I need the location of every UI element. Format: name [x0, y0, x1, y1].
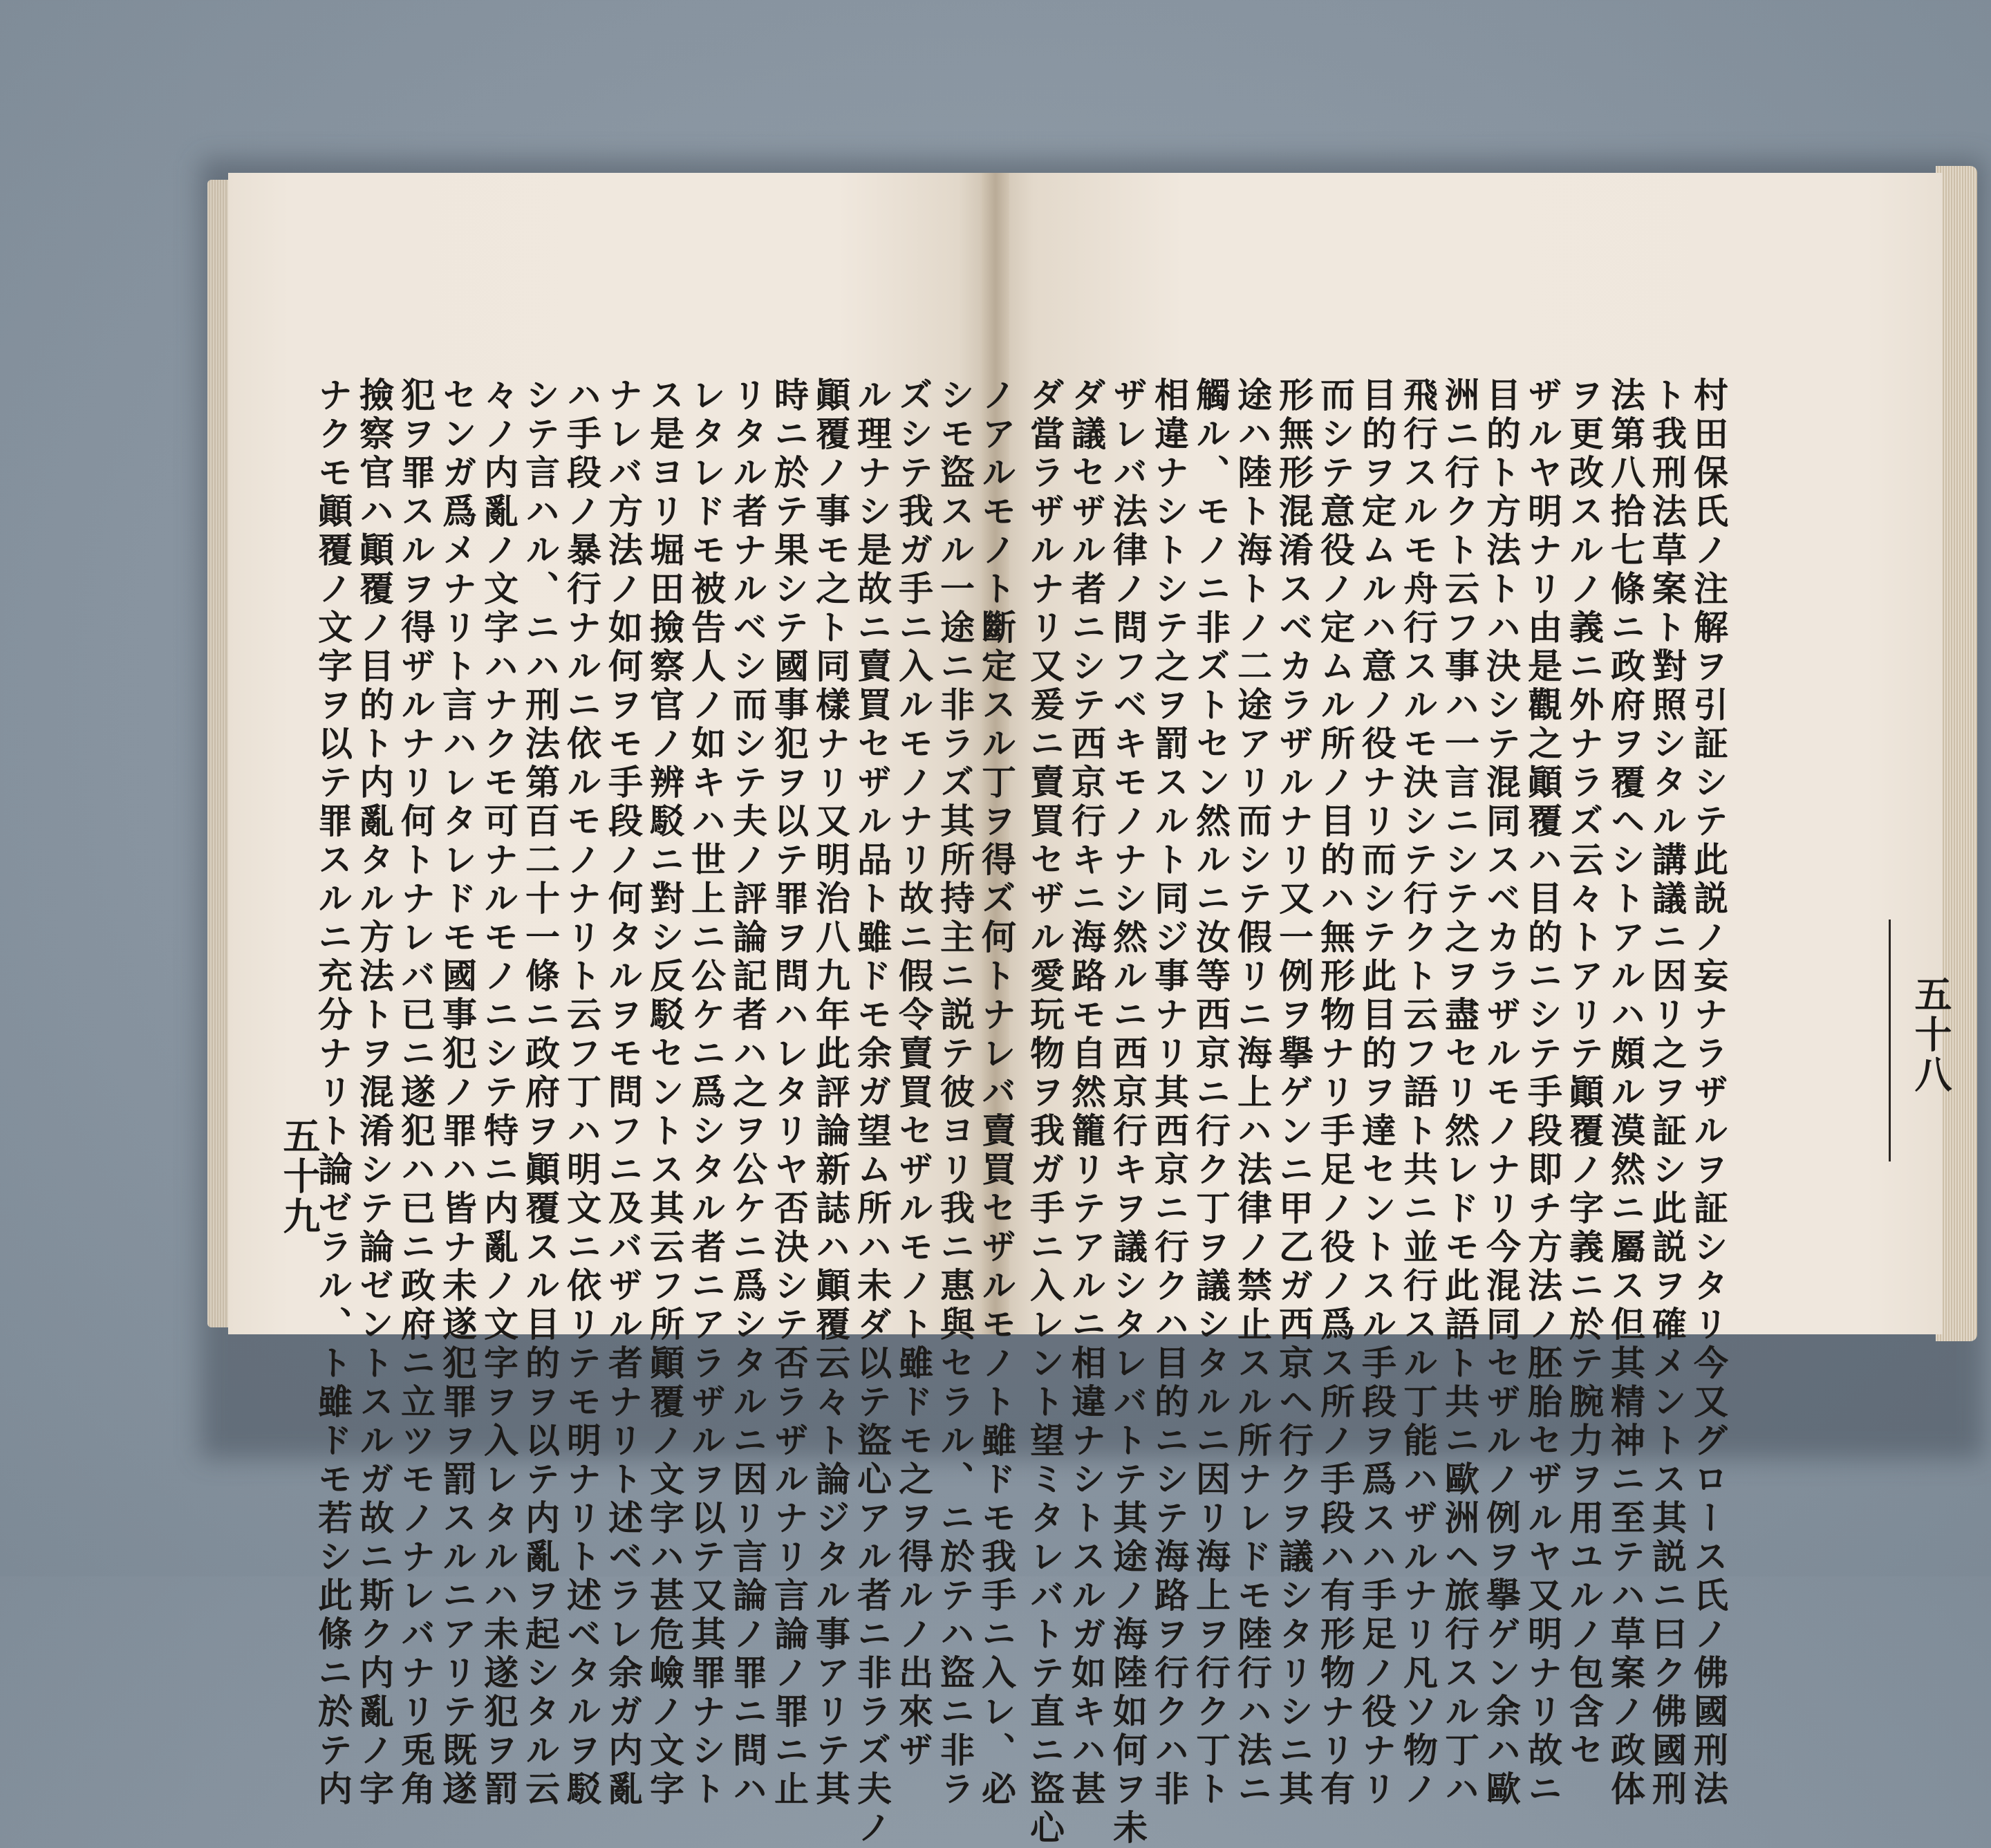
- text-line: リタル者ナルベシ而シテ夫ノ評論記者ハ之ヲ公ケニ爲シタルニ因リ言論ノ罪ニ問ハ: [727, 377, 768, 1809]
- right-page-number: 五十八: [1909, 975, 1953, 1095]
- text-line: ナクモ顚覆ノ文字ヲ以テ罪スルニ充分ナリト論ゼラル、ト雖ドモ若シ此條ニ於テ内: [312, 377, 353, 1809]
- text-line: 洲ニ行クト云フ事ハ一言ニシテ之ヲ盡セリ然レドモ此語ト共ニ歐洲ヘ旅行スル丁ハ: [1439, 377, 1480, 1809]
- open-book: [207, 152, 1977, 1848]
- text-line: レタレドモ被告人ノ如キハ世上ニ公ケニ爲シタル者ニアラザルヲ以テ又其罪ナシト: [686, 377, 727, 1809]
- text-line: 相違ナシトシテ之ヲ罰スルト同ジ事ナリ其西京ニ行クハ目的ニシテ海路ヲ行クハ非: [1149, 377, 1190, 1809]
- text-line: 々ノ内亂ノ文字ハナクモ可ナルモノニシテ特ニ内亂ノ文字ヲ入レタルハ未遂犯ヲ罰: [478, 377, 519, 1809]
- text-line: ナレバ方法ノ如何ヲモ手段ノ何タルヲモ問フニ及バザル者ナリト述ベラレ余ガ内亂: [603, 377, 644, 1809]
- text-line: ザレバ法律ノ問フベキモノナシ然ルニ西京行キヲ議シタレバトテ其途ノ海陸如何ヲ未: [1107, 377, 1148, 1848]
- text-line: 顚覆ノ事モ之ト同樣ナリ又明治八九年此評論新誌ハ顚覆云々ト論ジタル事アリテ其: [810, 377, 851, 1809]
- text-line: ル理ナシ是故ニ賣買セザル品ト雖ドモ余ガ望ム所ハ未ダ以テ盜心アル者ニ非ラズ夫ノ: [852, 377, 892, 1848]
- text-line: シテ言ハル、ニハ刑法第百二十一條ニ政府ヲ顚覆スル目的ヲ以テ内亂ヲ起シタル云: [520, 377, 561, 1809]
- left-page-text: [312, 377, 1017, 1848]
- text-line: ヲ更改スルノ義ニ外ナラズ云々トアリテ顚覆ノ字義ニ於テ腕力ヲ用ユルノ包含セ: [1564, 377, 1605, 1771]
- text-line: ト我刑法草案ト對照シタル講議ニ因リ之ヲ証シ此説ヲ確メントス其説ニ曰ク佛國刑: [1647, 377, 1688, 1809]
- text-line: 形無形混淆スベカラザルナリ又一例ヲ擧ゲンニ甲乙ガ西京ヘ行クヲ議シタリシニ其: [1273, 377, 1314, 1809]
- text-line: ノアルモノト斷定スル丁ヲ得ズ何トナレバ賣買セザルモノト雖ドモ我手ニ入レ、必: [976, 377, 1017, 1809]
- text-line: ダ議セザル者ニシテ西京行キニ海路モ自然籠リテアルニ相違ナシトスルガ如キハ甚: [1066, 377, 1107, 1809]
- text-line: シモ盜スル一途ニ非ラズ其所持主ニ説テ彼ヨリ我ニ惠與セラル、ニ於テハ盜ニ非ラ: [935, 377, 975, 1809]
- text-line: 撿察官ハ顚覆ノ目的ト内亂タル方法トヲ混淆シテ論ゼントスルガ故ニ斯ク内亂ノ字: [354, 377, 395, 1809]
- text-line: 途ハ陸ト海トノ二途アリ而シテ假リニ海上ハ法律ノ禁止スル所ナレドモ陸行ハ法ニ: [1232, 377, 1273, 1809]
- page-number-rule: [1889, 920, 1891, 1161]
- text-line: 觸ル、モノニ非ズトセン然ルニ汝等西京ニ行ク丁ヲ議シタルニ因リ海上ヲ行ク丁ト: [1190, 377, 1231, 1809]
- text-line: ス是ヨリ堀田撿察官ノ辨駁ニ對シ反駁セントス其云フ所顚覆ノ文字ハ甚危嶮ノ文字: [644, 377, 685, 1809]
- text-line: 犯ヲ罪スルヲ得ザルナリ何トナレバ已ニ遂犯ハ已ニ政府ニ立ツモノナレバナリ兎角: [395, 377, 436, 1809]
- text-line: ズシテ我ガ手ニ入ルモノナリ故ニ假令賣買セザルモノト雖ドモ之ヲ得ルノ出來ザ: [893, 377, 934, 1771]
- text-line: ザルヤ明ナリ由是觀之顚覆ハ目的ニシテ手段即チ方法ノ胚胎セザルヤ又明ナリ故ニ: [1522, 377, 1563, 1809]
- text-line: 時ニ於テ果シテ國事犯ヲ以テ罪ヲ問ハレタリヤ否決シテ否ラザルナリ言論ノ罪ニ止: [769, 377, 810, 1809]
- text-line: 法第八拾七條ニ政府ヲ覆ヘシトアルハ頗ル漠然ニ屬ス但其精神ニ至テハ草案ノ政体: [1605, 377, 1646, 1809]
- text-line: ハ手段ノ暴行ナルニ依ルモノナリト云フ丁ハ明文ニ依リテモ明ナリト述ベタルヲ駁: [561, 377, 602, 1809]
- text-line: 目的ト方法トハ決シテ混同スベカラザルモノナリ今混同セザルノ例ヲ擧ゲン余ハ歐: [1481, 377, 1522, 1809]
- right-page-text: [1025, 377, 1729, 1848]
- text-line: 村田保氏ノ注解ヲ引証シテ此説ノ妄ナラザルヲ証シタリ今又グロース氏ノ佛國刑法: [1688, 377, 1729, 1809]
- text-line: 而シテ意役ノ定ムル所ノ目的ハ無形物ナリ手足ノ役ノ爲ス所ノ手段ハ有形物ナリ有: [1315, 377, 1356, 1809]
- left-page-number: 五十九: [277, 1117, 321, 1237]
- text-line: ダ當ラザルナリ又爰ニ賣買セザル愛玩物ヲ我ガ手ニ入レント望ミタレバトテ直ニ盜心: [1025, 377, 1065, 1848]
- text-line: センガ爲メナリト言ハレタレドモ國事犯ノ罪ハ皆ナ未遂犯罪ヲ罰スルニアリテ既遂: [437, 377, 478, 1809]
- text-line: 飛行スルモ舟行スルモ決シテ行クト云フ語ト共ニ並行スル丁能ハザルナリ凡ソ物ノ: [1398, 377, 1439, 1809]
- text-line: 目的ヲ定ムルハ意ノ役ナリ而シテ此目的ヲ達セントスル手段ヲ爲スハ手足ノ役ナリ: [1356, 377, 1397, 1809]
